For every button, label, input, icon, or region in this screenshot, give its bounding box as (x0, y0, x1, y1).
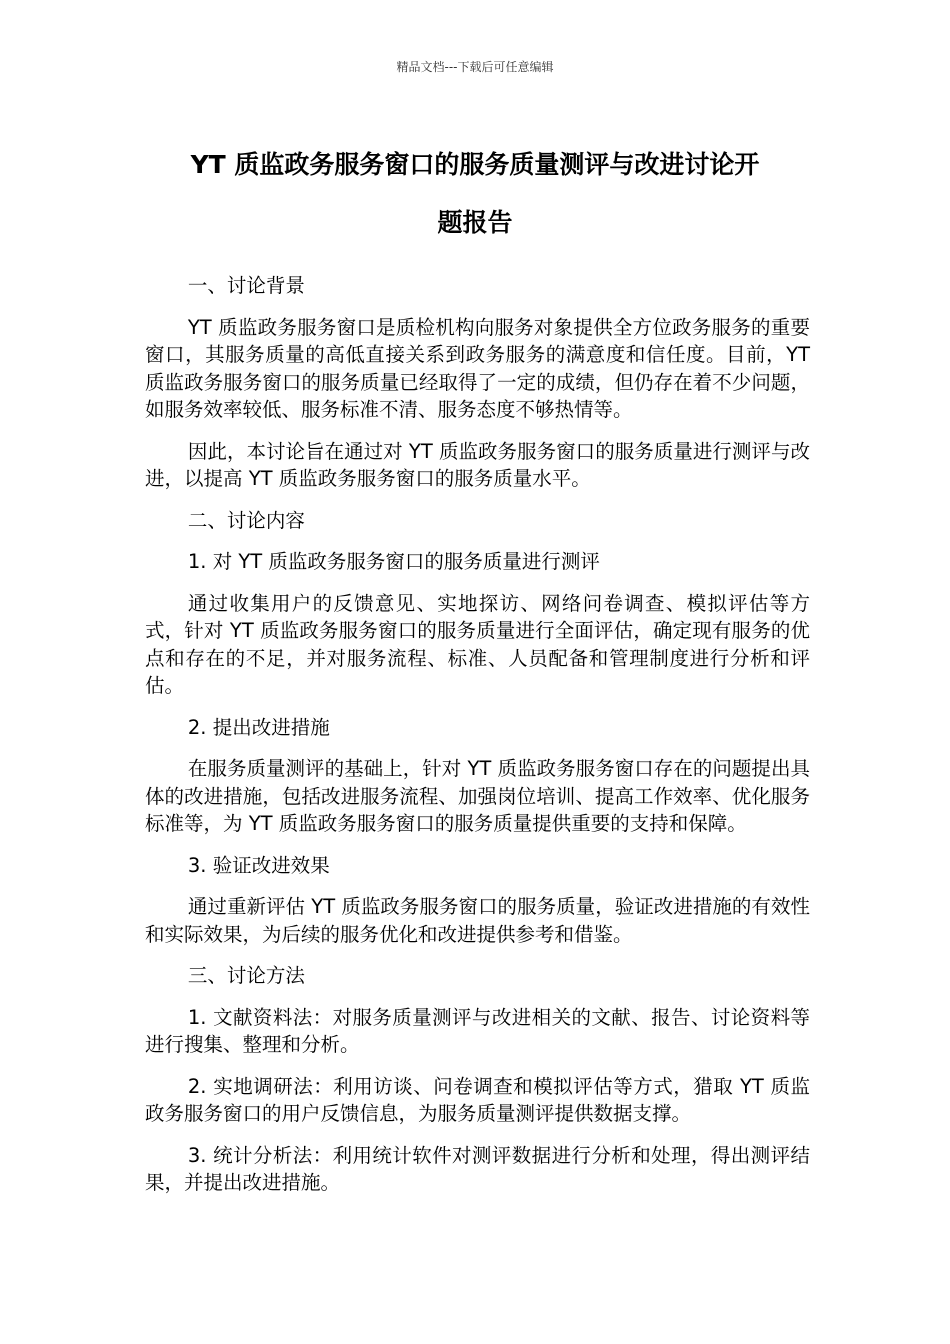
document-title (120, 136, 830, 252)
paragraph: 因此，本讨论旨在通过对 YT 质监政务服务窗口的服务质量进行测评与改进，以提高 YT 质监政务服务窗口的服务质量水平。 (145, 439, 810, 490)
paragraph: YT 质监政务服务窗口是质检机构向服务对象提供全方位政务服务的重要窗口，其服务质量的高低直接关系到政务服务的满意度和信任度。目前，YT 质监政务服务窗口的服务质量已经取得了一定的成绩，但仍存在着不少问题，如服务效率较低、服务标准不清、服务态度不够热情等。 (145, 315, 810, 421)
method-item: 2. 实地调研法：利用访谈、问卷调查和模拟评估等方式，猎取 YT 质监政务服务窗口的用户反馈信息，为服务质量测评提供数据支撑。 (145, 1074, 810, 1125)
paragraph: 通过收集用户的反馈意见、实地探访、网络问卷调查、模拟评估等方式，针对 YT 质监政务服务窗口的服务质量进行全面评估，确定现有服务的优点和存在的不足，并对服务流程、标准、人员配备和管理制度进行分析和评估。 (145, 591, 810, 697)
paragraph: 在服务质量测评的基础上，针对 YT 质监政务服务窗口存在的问题提出具体的改进措施，包括改进服务流程、加强岗位培训、提高工作效率、优化服务标准等，为 YT 质监政务服务窗口的服务质量提供重要的支持和保障。 (145, 757, 810, 835)
subheading: 3. 验证改进效果 (187, 853, 330, 877)
section-heading-content: 二、讨论内容 (187, 508, 305, 532)
title-line-1: YT 质监政务服务窗口的服务质量测评与改进讨论开 (190, 150, 760, 179)
section-heading-background: 一、讨论背景 (187, 274, 305, 297)
subheading: 1. 对 YT 质监政务服务窗口的服务质量进行测评 (187, 550, 600, 573)
subheading: 2. 提出改进措施 (187, 715, 330, 739)
document-body (145, 272, 810, 1211)
title-line-2: 题报告 (437, 208, 513, 237)
method-item: 1. 文献资料法：对服务质量测评与改进相关的文献、报告、讨论资料等进行搜集、整理和分析。 (145, 1005, 810, 1056)
section-heading-method: 三、讨论方法 (187, 964, 305, 987)
paragraph: 通过重新评估 YT 质监政务服务窗口的服务质量，验证改进措施的有效性和实际效果，为后续的服务优化和改进提供参考和借鉴。 (145, 895, 810, 946)
method-item: 3. 统计分析法：利用统计软件对测评数据进行分析和处理，得出测评结果，并提出改进措施。 (145, 1143, 810, 1194)
header-note: 精品文档---下载后可任意编辑 (396, 60, 554, 74)
